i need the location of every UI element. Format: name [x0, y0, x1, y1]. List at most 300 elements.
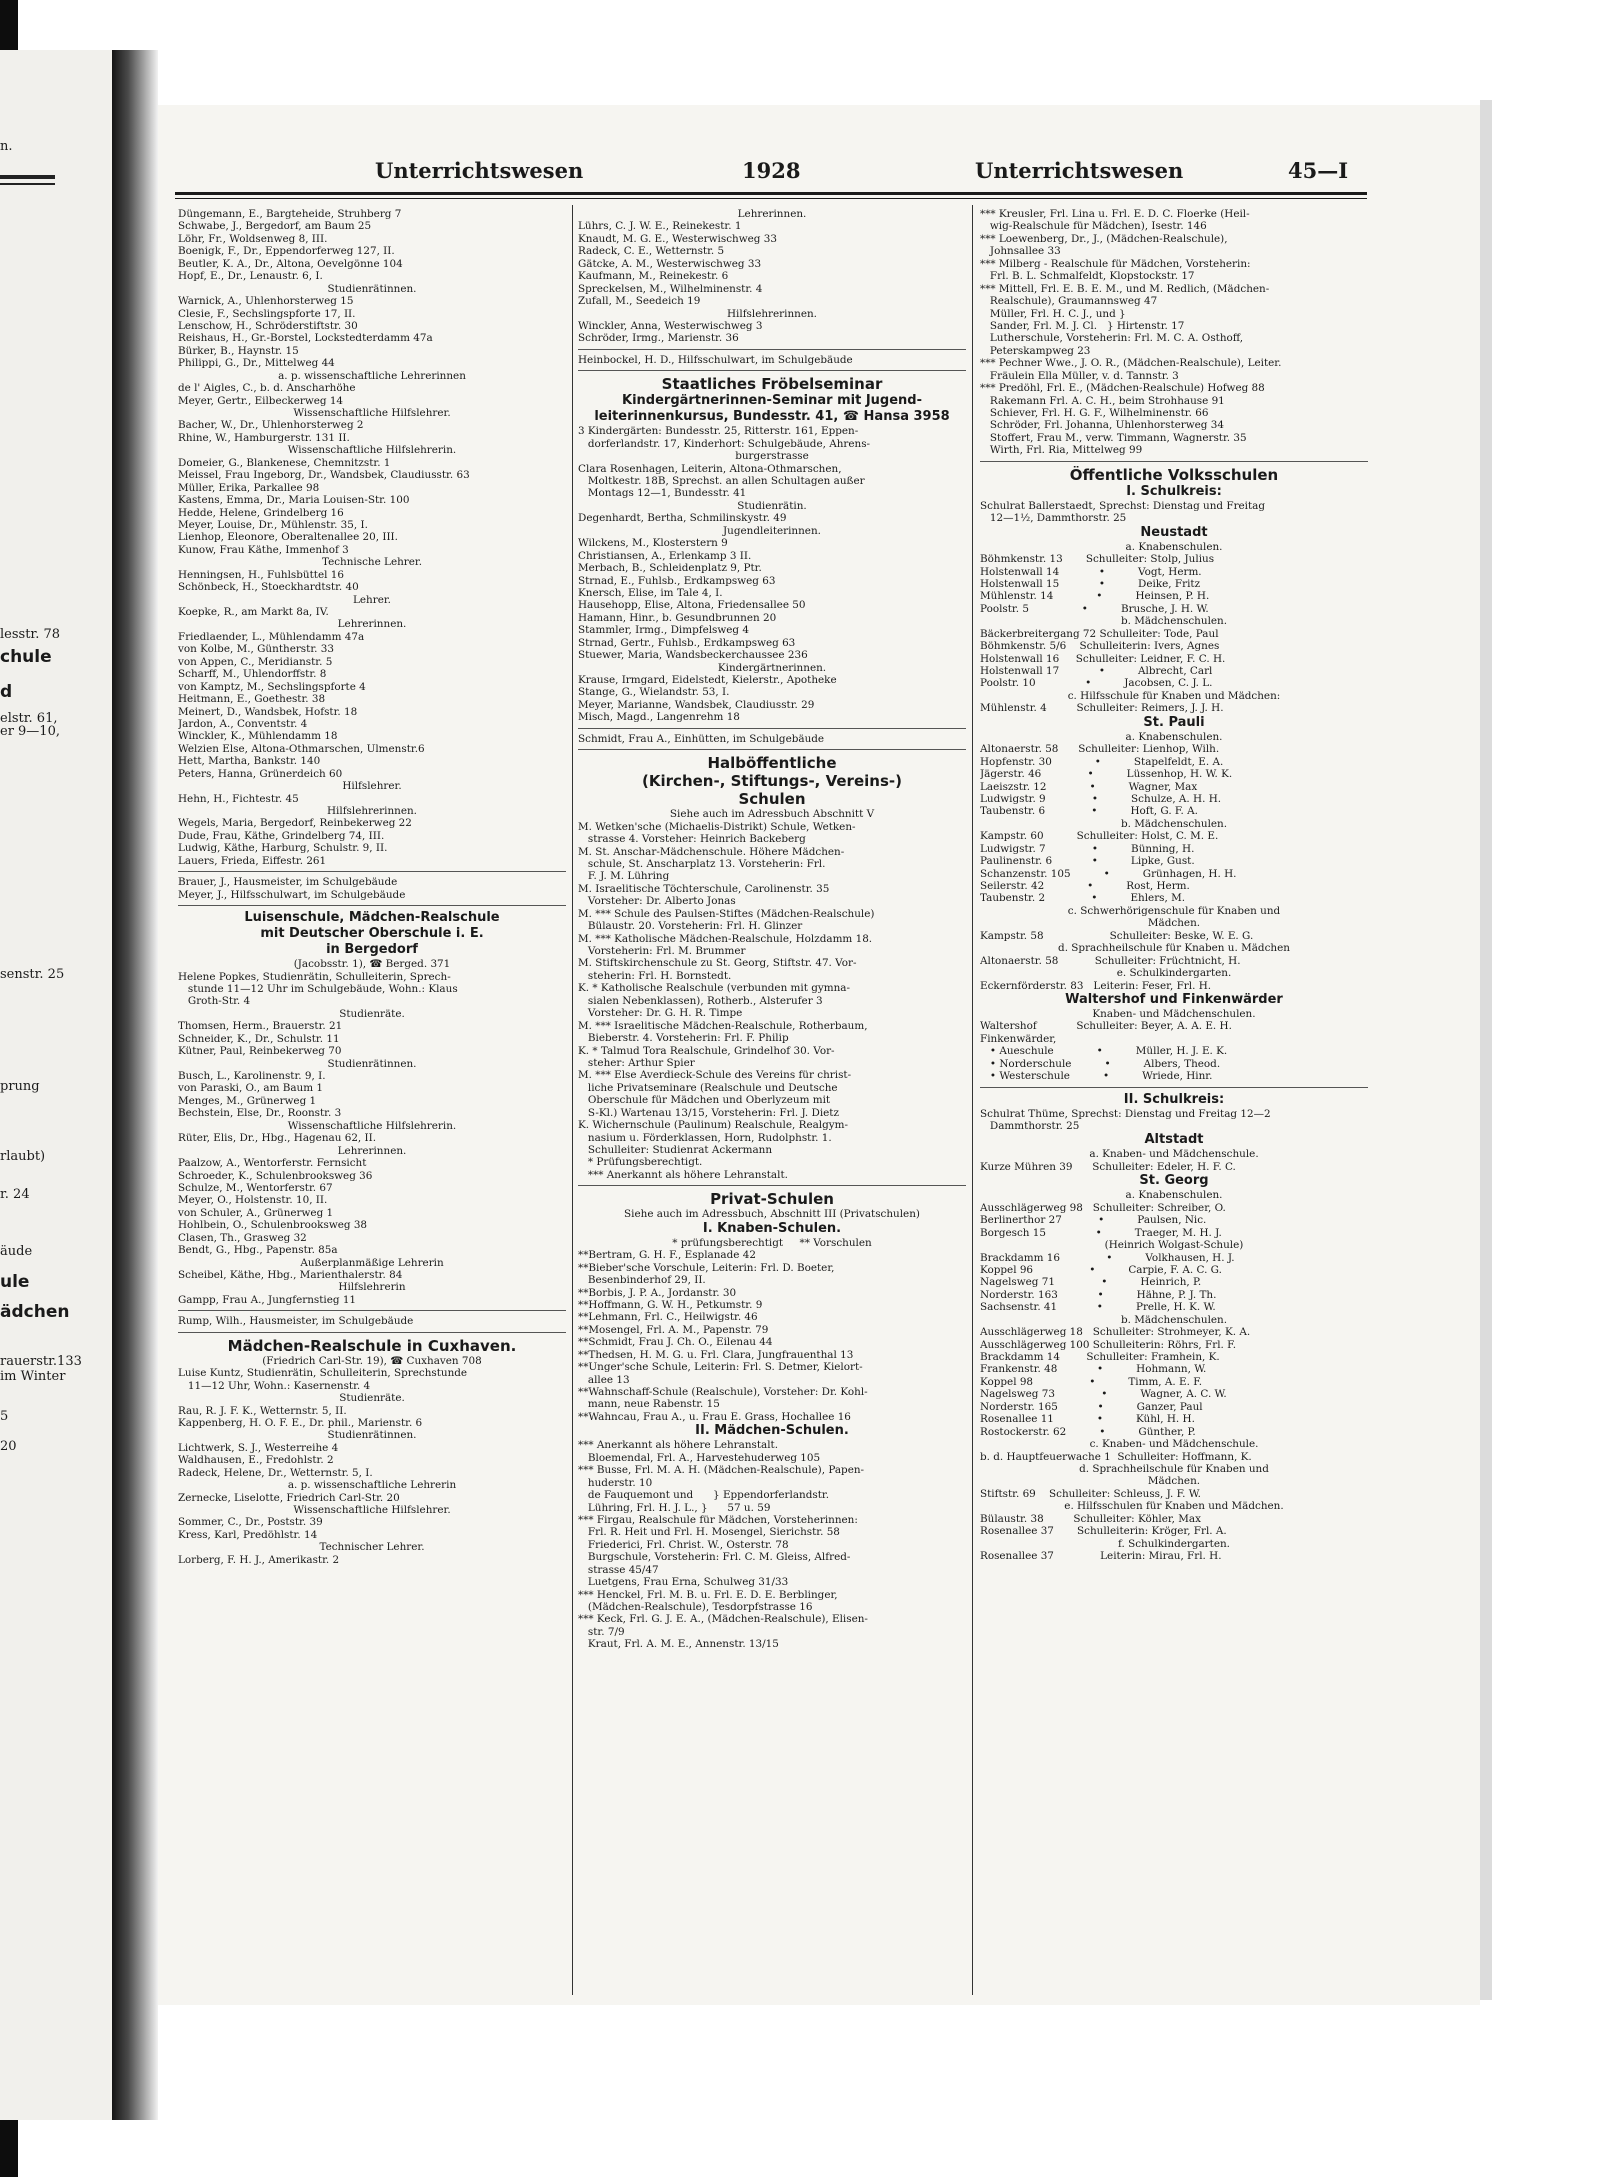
header-right-title: Unterrichtswesen — [975, 158, 1184, 183]
entry-line: Heitmann, E., Goethestr. 38 — [178, 693, 326, 706]
section-separator — [178, 871, 566, 872]
entry-line: **Schmidt, Frau J. Ch. O., Eilenau 44 — [578, 1336, 773, 1349]
entry-line: Frl. R. Heit und Frl. H. Mosengel, Sierichstr. 58 — [578, 1526, 840, 1539]
entry-line: Friedlaender, L., Mühlendamm 47a — [178, 630, 365, 643]
section-separator — [578, 1185, 966, 1186]
entry-line: Henningsen, H., Fuhlsbüttel 16 — [178, 568, 344, 581]
entry-line: Realschule), Graumannsweg 47 — [980, 295, 1158, 308]
entry-line: Paulinenstr. 6 • Lipke, Gust. — [980, 855, 1195, 868]
entry-line: Mühlenstr. 4 Schulleiter: Reimers, J. J. H. — [980, 702, 1224, 715]
entry-line: allee 13 — [578, 1373, 630, 1386]
subheading: (Friedrich Carl-Str. 19), ☎ Cuxhaven 708 — [262, 1354, 482, 1367]
subheading: Studienrätinnen. — [327, 1429, 417, 1442]
entry-line: Kastens, Emma, Dr., Maria Louisen-Str. 100 — [178, 494, 410, 507]
entry-line: Schiever, Frl. H. G. F., Wilhelminenstr. 66 — [980, 407, 1209, 419]
previous-page-fragment: n. — [0, 139, 13, 154]
entry-line: *** Keck, Frl. G. J. E. A., (Mädchen-Realschule), Elisen- — [578, 1613, 868, 1626]
entry-line: Luetgens, Frau Erna, Schulweg 31/33 — [578, 1576, 789, 1589]
subheading: Mädchen. — [1147, 1475, 1201, 1488]
subheading: a. Knabenschulen. — [1125, 730, 1223, 743]
entry-line: **Thedsen, H. M. G. u. Frl. Clara, Jungfrauenthal 13 — [578, 1348, 854, 1361]
entry-line: sialen Nebenklassen), Rotherb., Alsterufer 3 — [578, 994, 823, 1007]
subheading: a. Knaben- und Mädchenschule. — [1089, 1148, 1259, 1161]
header-left-title: Unterrichtswesen — [375, 158, 584, 183]
entry-line: Fräulein Ella Müller, v. d. Tannstr. 3 — [980, 369, 1179, 382]
subheading: Studienräte. — [339, 1007, 405, 1020]
entry-line: Clara Rosenhagen, Leiterin, Altona-Othmarschen, — [578, 462, 842, 475]
subheading: Studienräte. — [339, 1392, 405, 1405]
entry-line: Schroeder, K., Schulenbrooksweg 36 — [178, 1169, 373, 1182]
previous-page-rule — [0, 175, 55, 179]
entry-line: *** Milberg - Realschule für Mädchen, Vorsteherin: — [980, 257, 1251, 270]
subheading: a. p. wissenschaftliche Lehrerinnen — [278, 369, 466, 382]
entry-line: von Schuler, A., Grünerweg 1 — [178, 1206, 334, 1219]
previous-page-fragment: r. 24 — [0, 1187, 30, 1202]
entry-line: Bechstein, Else, Dr., Roonstr. 3 — [178, 1107, 342, 1120]
entry-line: str. 7/9 — [578, 1625, 625, 1638]
previous-page-fragment: senstr. 25 — [0, 967, 65, 982]
entry-line: Ludwig, Käthe, Harburg, Schulstr. 9, II. — [178, 842, 388, 855]
column-rule — [572, 205, 573, 1995]
entry-line: Schröder, Irmg., Marienstr. 36 — [578, 332, 739, 345]
subheading: Wissenschaftliche Hilfslehrerin. — [287, 444, 457, 457]
entry-line: Groth-Str. 4 — [178, 995, 251, 1008]
entry-line: Moltkestr. 18B, Sprechst. an allen Schultagen außer — [578, 475, 865, 487]
entry-line: Brackdamm 16 • Volkhausen, H. J. — [980, 1251, 1235, 1264]
subheading: (Jacobsstr. 1), ☎ Berged. 371 — [293, 958, 451, 971]
entry-line: Stiftstr. 69 Schulleiter: Schleuss, J. F. W. — [980, 1487, 1201, 1500]
entry-line: Böhmkenstr. 13 Schulleiter: Stolp, Julius — [980, 553, 1215, 566]
header-year: 1928 — [742, 158, 801, 183]
entry-line: Sachsenstr. 41 • Prelle, H. K. W. — [980, 1301, 1216, 1314]
entry-line: Wilckens, M., Klosterstern 9 — [578, 537, 728, 550]
entry-line: Helene Popkes, Studienrätin, Schulleiterin, Sprech- — [178, 970, 451, 983]
entry-line: Christiansen, A., Erlenkamp 3 II. — [578, 549, 752, 562]
entry-line: *** Predöhl, Frl. E., (Mädchen-Realschule) Hofweg 88 — [980, 382, 1265, 395]
entry-line: Radeck, Helene, Dr., Wetternstr. 5, I. — [178, 1466, 373, 1479]
entry-line: Hehn, H., Fichtestr. 45 — [178, 792, 299, 805]
subheading: a. Knabenschulen. — [1125, 1189, 1223, 1202]
entry-line: M. Wetken'sche (Michaelis-Distrikt) Schule, Wetken- — [578, 820, 856, 833]
section-heading: Luisenschule, Mädchen-Realschule — [244, 910, 500, 926]
entry-line: Reishaus, H., Gr.-Borstel, Lockstedterdamm 47a — [178, 332, 433, 345]
entry-line: Schröder, Frl. Johanna, Uhlenhorsterweg 34 — [980, 419, 1224, 432]
major-heading: Halböffentliche — [707, 754, 837, 773]
section-separator — [980, 1087, 1368, 1088]
entry-line: Kaufmann, M., Reinekestr. 6 — [578, 270, 729, 283]
entry-line: Rhine, W., Hamburgerstr. 131 II. — [178, 431, 350, 444]
entry-line: 11—12 Uhr, Wohn.: Kasernenstr. 4 — [178, 1379, 371, 1392]
previous-page-fragment: rauerstr.133 — [0, 1354, 82, 1369]
entry-line: steher: Arthur Spier — [578, 1056, 695, 1069]
entry-line: Hedde, Helene, Grindelberg 16 — [178, 506, 344, 519]
subheading: a. Knabenschulen. — [1125, 540, 1223, 553]
header-rule-thin — [175, 198, 1367, 199]
entry-line: Krause, Irmgard, Eidelstedt, Kielerstr., Apotheke — [578, 674, 837, 686]
section-separator — [578, 349, 966, 350]
entry-line: Domeier, G., Blankenese, Chemnitzstr. 1 — [178, 456, 391, 469]
entry-line: Kütner, Paul, Reinbekerweg 70 — [178, 1045, 342, 1058]
subheading: a. p. wissenschaftliche Lehrerin — [287, 1479, 457, 1492]
entry-line: Peterskampweg 23 — [980, 344, 1091, 357]
subheading: d. Sprachheilschule für Knaben und — [1079, 1462, 1269, 1475]
subheading: Kindergärtnerinnen. — [717, 661, 827, 674]
entry-line: Ludwigstr. 7 • Bünning, H. — [980, 842, 1195, 855]
entry-line: Seilerstr. 42 • Rost, Herm. — [980, 880, 1190, 892]
entry-line: Stuewer, Maria, Wandsbeckerchaussee 236 — [578, 649, 808, 662]
entry-line: Schanzenstr. 105 • Grünhagen, H. H. — [980, 867, 1237, 880]
entry-line: * Prüfungsberechtigt. — [578, 1156, 703, 1169]
entry-line: Johnsallee 33 — [980, 245, 1061, 258]
entry-line: Laeiszstr. 12 • Wagner, Max — [980, 780, 1198, 793]
previous-page-fragment: lesstr. 78 — [0, 627, 61, 642]
entry-line: Dude, Frau, Käthe, Grindelberg 74, III. — [178, 829, 385, 842]
entry-line: Scharff, M., Uhlendorffstr. 8 — [178, 668, 327, 681]
entry-line: Kurze Mühren 39 Schulleiter: Edeler, H. F. C. — [980, 1160, 1236, 1173]
entry-line: strasse 45/47 — [578, 1563, 659, 1576]
entry-line: Thomsen, Herm., Brauerstr. 21 — [178, 1020, 343, 1033]
entry-line: Taubenstr. 6 • Hoft, G. F. A. — [980, 805, 1198, 818]
subheading: c. Hilfsschule für Knaben und Mädchen: — [1067, 689, 1281, 702]
entry-line: Beutler, K. A., Dr., Altona, Oevelgönne 104 — [178, 257, 403, 270]
entry-line: Besenbinderhof 29, II. — [578, 1274, 706, 1287]
entry-line: Meyer, O., Holstenstr. 10, II. — [178, 1194, 328, 1207]
entry-line: de Fauquemont und } Eppendorferlandstr. — [578, 1489, 830, 1502]
section-heading: Altstadt — [1144, 1132, 1204, 1148]
subheading: e. Schulkindergarten. — [1116, 967, 1232, 980]
entry-line: Montags 12—1, Bundesstr. 41 — [578, 487, 747, 500]
subheading: Lehrerinnen. — [737, 208, 807, 220]
entry-line: de l' Aigles, C., b. d. Anscharhöhe — [178, 382, 356, 395]
section-separator — [178, 1332, 566, 1333]
entry-line: Koppel 96 • Carpie, F. A. C. G. — [980, 1263, 1222, 1276]
entry-line: Gätcke, A. M., Westerwischweg 33 — [578, 257, 762, 270]
section-separator — [578, 728, 966, 729]
entry-line: Degenhardt, Bertha, Schmilinskystr. 49 — [578, 512, 787, 525]
entry-line: **Lehmann, Frl. C., Heilwigstr. 46 — [578, 1311, 758, 1324]
entry-line: Rump, Wilh., Hausmeister, im Schulgebäude — [178, 1315, 414, 1328]
entry-line: *** Henckel, Frl. M. B. u. Frl. E. D. E. Berblinger, — [578, 1588, 838, 1601]
entry-line: Hett, Martha, Bankstr. 140 — [178, 755, 321, 768]
entry-line: Lührs, C. J. W. E., Reinekestr. 1 — [578, 220, 742, 233]
entry-line: Schwabe, J., Bergedorf, am Baum 25 — [178, 220, 372, 233]
entry-line: *** Anerkannt als höhere Lehranstalt. — [578, 1168, 788, 1181]
subheading: f. Schulkindergarten. — [1118, 1537, 1230, 1550]
entry-line: Altonaerstr. 58 Schulleiter: Lienhop, Wilh. — [980, 743, 1220, 756]
entry-line: Nagelsweg 73 • Wagner, A. C. W. — [980, 1388, 1227, 1401]
page-edge — [1480, 100, 1492, 2000]
previous-page-fragment: er 9—10, — [0, 724, 60, 739]
entry-line: Schulrat Thüme, Sprechst: Dienstag und Freitag 12—2 — [980, 1107, 1271, 1120]
major-heading: Öffentliche Volksschulen — [1069, 465, 1279, 484]
entry-line: *** Loewenberg, Dr., J., (Mädchen-Realschule), — [980, 232, 1228, 245]
entry-line: Heinbockel, H. D., Hilfsschulwart, im Schulgebäude — [578, 353, 853, 366]
column-2 — [578, 208, 966, 1651]
entry-line: **Unger'sche Schule, Leiterin: Frl. S. Detmer, Kielort- — [578, 1361, 863, 1374]
entry-line: Busch, L., Karolinenstr. 9, I. — [178, 1070, 326, 1082]
entry-line: dorferlandstr. 17, Kinderhort: Schulgebäude, Ahrens- — [578, 437, 871, 450]
subheading: * prüfungsberechtigt ** Vorschulen — [672, 1236, 872, 1249]
entry-line: Finkenwärder, — [980, 1032, 1057, 1045]
entry-line: Holstenwall 15 • Deike, Fritz — [980, 577, 1201, 590]
entry-line: M. Israelitische Töchterschule, Carolinenstr. 35 — [578, 882, 830, 895]
entry-line: Oberschule für Mädchen und Oberlyzeum mit — [578, 1094, 831, 1107]
entry-line: Bülaustr. 38 Schulleiter: Köhler, Max — [980, 1512, 1201, 1525]
entry-line: • Aueschule • Müller, H. J. E. K. — [980, 1045, 1228, 1058]
entry-line: Kraut, Frl. A. M. E., Annenstr. 13/15 — [578, 1638, 779, 1651]
entry-line: **Wahnschaff-Schule (Realschule), Vorsteher: Dr. Kohl- — [578, 1386, 868, 1398]
entry-line: Lenschow, H., Schröderstiftstr. 30 — [178, 319, 358, 332]
previous-page-fragment: 20 — [0, 1439, 17, 1454]
entry-line: Rosenallee 37 Leiterin: Mirau, Frl. H. — [980, 1550, 1222, 1562]
section-separator — [178, 905, 566, 906]
entry-line: *** Kreusler, Frl. Lina u. Frl. E. D. C. Floerke (Heil- — [980, 208, 1250, 220]
entry-line: Hohlbein, O., Schulenbrooksweg 38 — [178, 1219, 368, 1232]
entry-line: Meyer, J., Hilfsschulwart, im Schulgebäude — [178, 888, 406, 901]
entry-line: Warnick, A., Uhlenhorsterweg 15 — [178, 295, 354, 308]
entry-line: Vorsteher: Dr. G. H. R. Timpe — [578, 1007, 743, 1020]
entry-line: K. Wichernschule (Paulinum) Realschule, Realgym- — [578, 1119, 849, 1132]
entry-line: Müller, Erika, Parkallee 98 — [178, 481, 320, 494]
entry-line: Mühlenstr. 14 • Heinsen, P. H. — [980, 590, 1210, 603]
subheading: burgerstrasse — [735, 450, 809, 463]
entry-line: Borgesch 15 • Traeger, M. H. J. — [980, 1226, 1222, 1239]
entry-line: Hopfenstr. 30 • Stapelfeldt, E. A. — [980, 755, 1224, 768]
entry-line: Norderstr. 163 • Hähne, P. J. Th. — [980, 1288, 1217, 1301]
column-3 — [980, 208, 1368, 1562]
section-separator — [578, 749, 966, 750]
previous-page-fragment: äude — [0, 1244, 33, 1259]
entry-line: von Paraski, O., am Baum 1 — [178, 1082, 324, 1095]
entry-line: Brackdamm 14 Schulleiter: Framhein, K. — [980, 1351, 1220, 1363]
subheading: e. Hilfsschulen für Knaben und Mädchen. — [1064, 1500, 1284, 1513]
entry-line: M. *** Israelitische Mädchen-Realschule, Rotherbaum, — [578, 1019, 868, 1032]
entry-line: Schulleiter: Studienrat Ackermann — [578, 1144, 773, 1156]
entry-line: Rakemann Frl. A. C. H., beim Strohhause 91 — [980, 394, 1225, 407]
entry-line: Lühring, Frl. H. J. L., } 57 u. 59 — [578, 1501, 771, 1514]
subheading: Außerplanmäßige Lehrerin — [300, 1256, 444, 1269]
entry-line: Meyer, Louise, Dr., Mühlenstr. 35, I. — [178, 518, 368, 531]
section-heading: Waltershof und Finkenwärder — [1065, 991, 1283, 1007]
entry-line: Holstenwall 16 Schulleiter: Leidner, F. C. H. — [980, 652, 1226, 665]
entry-line: Kappenberg, H. O. F. E., Dr. phil., Marienstr. 6 — [178, 1416, 423, 1429]
entry-line: Jägerstr. 46 • Lüssenhop, H. W. K. — [980, 768, 1233, 781]
section-heading: I. Knaben-Schulen. — [702, 1220, 842, 1236]
entry-line: F. J. M. Lühring — [578, 870, 670, 883]
entry-line: Stammler, Irmg., Dimpfelsweg 4 — [578, 624, 749, 637]
major-heading: Schulen — [738, 790, 806, 809]
entry-line: Philippi, G., Dr., Mittelweg 44 — [178, 357, 335, 370]
previous-page-fragment: im Winter — [0, 1369, 66, 1384]
entry-line: Poolstr. 5 • Brusche, J. H. W. — [980, 602, 1209, 615]
entry-line: Radeck, C. E., Wetternstr. 5 — [578, 245, 725, 258]
entry-line: M. *** Else Averdieck-Schule des Vereins für christ- — [578, 1069, 852, 1082]
entry-line: Waldhausen, E., Fredohlstr. 2 — [178, 1454, 334, 1467]
subheading: c. Knaben- und Mädchenschule. — [1089, 1438, 1259, 1451]
entry-line: Kampstr. 60 Schulleiter: Holst, C. M. E. — [980, 830, 1219, 843]
entry-line: Kress, Karl, Predöhlstr. 14 — [178, 1528, 318, 1541]
entry-line: Koepke, R., am Markt 8a, IV. — [178, 606, 329, 618]
entry-line: Zernecke, Liselotte, Friedrich Carl-Str. 20 — [178, 1491, 400, 1504]
entry-line: Rosenallee 37 Schulleiterin: Kröger, Frl. A. — [980, 1525, 1227, 1538]
entry-line: Bülaustr. 20. Vorsteherin: Frl. H. Glinzer — [578, 920, 803, 933]
entry-line: Wegels, Maria, Bergedorf, Reinbekerweg 22 — [178, 817, 412, 830]
subheading: c. Schwerhörigenschule für Knaben und — [1067, 904, 1281, 917]
entry-line: Böhmkenstr. 5/6 Schulleiterin: Ivers, Agnes — [980, 640, 1220, 653]
entry-line: Bendt, G., Hbg., Papenstr. 85a — [178, 1244, 338, 1257]
entry-line: Nagelsweg 71 • Heinrich, P. — [980, 1276, 1202, 1289]
subheading: Siehe auch im Adressbuch, Abschnitt III (Privatschulen) — [624, 1208, 920, 1221]
entry-line: M. St. Anschar-Mädchenschule. Höhere Mädchen- — [578, 845, 845, 858]
entry-line: Vorsteherin: Frl. M. Brummer — [578, 945, 746, 957]
entry-line: 12—1½, Dammthorstr. 25 — [980, 512, 1127, 525]
entry-line: strasse 4. Vorsteher: Heinrich Backeberg — [578, 833, 806, 846]
entry-line: M. *** Katholische Mädchen-Realschule, Holzdamm 18. — [578, 932, 873, 945]
entry-line: Lutherschule, Vorsteherin: Frl. M. C. A. Osthoff, — [980, 332, 1244, 345]
subheading: Siehe auch im Adressbuch Abschnitt V — [669, 808, 875, 821]
entry-line: Bloemendal, Frl. A., Harvestehuderweg 105 — [578, 1451, 821, 1464]
entry-line: Bieberstr. 4. Vorsteherin: Frl. F. Philip — [578, 1032, 789, 1045]
entry-line: Luise Kuntz, Studienrätin, Schulleiterin, Sprechstunde — [178, 1367, 468, 1380]
entry-line: Meyer, Marianne, Wandsbek, Claudiusstr. 29 — [578, 698, 815, 711]
entry-line: **Borbis, J. P. A., Jordanstr. 30 — [578, 1286, 737, 1299]
entry-line: Strnad, Gertr., Fuhlsb., Erdkampsweg 63 — [578, 636, 796, 649]
subheading: (Heinrich Wolgast-Schule) — [1104, 1239, 1244, 1252]
entry-line: Ausschlägerweg 98 Schulleiter: Schreiber, O. — [980, 1201, 1226, 1214]
entry-line: **Hoffmann, G. W. H., Petkumstr. 9 — [578, 1298, 763, 1311]
entry-line: Burgschule, Vorsteherin: Frl. C. M. Gleiss, Alfred- — [578, 1551, 851, 1564]
entry-line: *** Mittell, Frl. E. B. E. M., und M. Redlich, (Mädchen- — [980, 282, 1270, 295]
entry-line: Meyer, Gertr., Eilbeckerweg 14 — [178, 394, 344, 407]
entry-line: Meinert, D., Wandsbek, Hofstr. 18 — [178, 705, 358, 718]
entry-line: Winckler, K., Mühlendamm 18 — [178, 730, 338, 743]
subheading: Wissenschaftliche Hilfslehrerin. — [287, 1119, 457, 1132]
entry-line: huderstr. 10 — [578, 1476, 653, 1489]
section-separator — [578, 370, 966, 371]
entry-line: Ausschlägerweg 18 Schulleiter: Strohmeyer, K. A. — [980, 1326, 1251, 1339]
entry-line: • Norderschule • Albers, Theod. — [980, 1057, 1221, 1070]
column-rule — [972, 205, 973, 1995]
entry-line: Berlinerthor 27 • Paulsen, Nic. — [980, 1214, 1207, 1227]
subheading: Studienrätinnen. — [327, 282, 417, 295]
subheading: Mädchen. — [1147, 917, 1201, 930]
entry-line: Sommer, C., Dr., Poststr. 39 — [178, 1516, 323, 1529]
entry-line: K. * Katholische Realschule (verbunden mit gymna- — [578, 982, 850, 995]
entry-line: Vorsteher: Dr. Alberto Jonas — [578, 895, 736, 908]
subheading: Jugendleiterinnen. — [723, 524, 821, 537]
subheading: Lehrer. — [353, 593, 391, 606]
section-heading: II. Mädchen-Schulen. — [695, 1423, 849, 1439]
entry-line: steherin: Frl. H. Bornstedt. — [578, 969, 732, 982]
subheading: b. Mädchenschulen. — [1120, 615, 1228, 628]
section-heading: St. Pauli — [1143, 714, 1205, 730]
entry-line: Scheibel, Käthe, Hbg., Marienthalerstr. 84 — [178, 1269, 403, 1281]
entry-line: Paalzow, A., Wentorferstr. Fernsicht — [178, 1157, 367, 1170]
entry-line: Schneider, K., Dr., Schulstr. 11 — [178, 1032, 340, 1045]
entry-line: Löhr, Fr., Woldsenweg 8, III. — [178, 232, 328, 245]
entry-line: liche Privatseminare (Realschule und Deutsche — [578, 1081, 838, 1094]
entry-line: Rau, R. J. F. K., Wetternstr. 5, II. — [178, 1404, 347, 1417]
subheading: Lehrerinnen. — [337, 618, 407, 631]
book-gutter — [112, 50, 158, 2120]
entry-line: Dammthorstr. 25 — [980, 1120, 1080, 1132]
section-heading: St. Georg — [1139, 1173, 1209, 1189]
previous-page-fragment: ule — [0, 1272, 30, 1292]
entry-line: Misch, Magd., Langenrehm 18 — [578, 711, 740, 724]
entry-line: Taubenstr. 2 • Ehlers, M. — [980, 892, 1186, 905]
entry-line: Boenigk, F., Dr., Eppendorferweg 127, II. — [178, 245, 395, 258]
entry-line: Welzien Else, Altona-Othmarschen, Ulmenstr.6 — [178, 742, 425, 755]
entry-line: M. *** Schule des Paulsen-Stiftes (Mädchen-Realschule) — [578, 907, 875, 920]
subheading: Wissenschaftliche Hilfslehrer. — [293, 1504, 451, 1516]
entry-line: Kunow, Frau Käthe, Immenhof 3 — [178, 543, 349, 556]
entry-line: Hausehopp, Elise, Altona, Friedensallee 50 — [578, 599, 806, 612]
major-heading: Mädchen-Realschule in Cuxhaven. — [227, 1336, 517, 1355]
entry-line: Holstenwall 14 • Vogt, Herm. — [980, 565, 1202, 578]
entry-line: Wirth, Frl. Ria, Mittelweg 99 — [980, 444, 1143, 457]
entry-line: Bäckerbreitergang 72 Schulleiter: Tode, Paul — [980, 627, 1219, 640]
entry-line: Clesie, F., Sechslingspforte 17, II. — [178, 307, 356, 320]
subheading: b. Mädchenschulen. — [1120, 817, 1228, 830]
entry-line: Frl. B. L. Schmalfeldt, Klopstockstr. 17 — [980, 270, 1195, 283]
entry-line: Stange, G., Wielandstr. 53, I. — [578, 686, 730, 699]
section-heading: mit Deutscher Oberschule i. E. — [260, 926, 484, 942]
previous-page-fragment: d — [0, 682, 13, 702]
entry-line: wig-Realschule für Mädchen), Isestr. 146 — [980, 220, 1207, 233]
subheading: Studienrätin. — [737, 499, 807, 512]
entry-line: (Mädchen-Realschule), Tesdorpfstrasse 16 — [578, 1601, 813, 1613]
entry-line: Holstenwall 17 • Albrecht, Carl — [980, 665, 1213, 677]
entry-line: von Kolbe, M., Güntherstr. 33 — [178, 643, 334, 656]
entry-line: Bacher, W., Dr., Uhlenhorsterweg 2 — [178, 419, 364, 432]
entry-line: schule, St. Anscharplatz 13. Vorsteherin: Frl. — [578, 857, 826, 870]
section-heading: in Bergedorf — [326, 942, 418, 958]
entry-line: Frankenstr. 48 • Hohmann, W. — [980, 1363, 1207, 1376]
entry-line: Strnad, E., Fuhlsb., Erdkampsweg 63 — [578, 574, 776, 587]
major-heading: Staatliches Fröbelseminar — [661, 375, 883, 394]
subheading: Knaben- und Mädchenschulen. — [1092, 1007, 1256, 1020]
entry-line: Schmidt, Frau A., Einhütten, im Schulgebäude — [578, 732, 825, 745]
entry-line: 3 Kindergärten: Bundesstr. 25, Ritterstr. 161, Eppen- — [578, 425, 859, 438]
section-heading: leiterinnenkursus, Bundesstr. 41, ☎ Hansa 3958 — [594, 409, 950, 425]
entry-line: Schönbeck, H., Stoeckhardtstr. 40 — [178, 581, 359, 594]
entry-line: Bürker, B., Haynstr. 15 — [178, 344, 299, 357]
section-heading: Neustadt — [1140, 524, 1208, 540]
subheading: d. Sprachheilschule für Knaben u. Mädchen — [1058, 942, 1290, 955]
entry-line: b. d. Hauptfeuerwache 1 Schulleiter: Hoffmann, K. — [980, 1450, 1252, 1463]
column-1 — [178, 208, 566, 1566]
entry-line: S-Kl.) Wartenau 13/15, Vorsteherin: Frl. J. Dietz — [578, 1106, 839, 1119]
subheading: Technischer Lehrer. — [319, 1541, 425, 1554]
subheading: Studienrätinnen. — [327, 1057, 417, 1070]
entry-line: Ausschlägerweg 100 Schulleiterin: Röhrs, Frl. F. — [980, 1338, 1237, 1351]
entry-line: Zufall, M., Seedeich 19 — [578, 295, 701, 308]
entry-line: Poolstr. 10 • Jacobsen, C. J. L. — [980, 677, 1213, 690]
entry-line: Merbach, B., Schleidenplatz 9, Ptr. — [578, 562, 762, 575]
entry-line: *** Firgau, Realschule für Mädchen, Vorsteherinnen: — [578, 1513, 858, 1526]
entry-line: Jardon, A., Conventstr. 4 — [178, 717, 308, 730]
entry-line: Ludwigstr. 9 • Schulze, A. H. H. — [980, 792, 1222, 805]
entry-line: nasium u. Förderklassen, Horn, Rudolphstr. 1. — [578, 1131, 832, 1144]
subheading: Hilfslehrerinnen. — [727, 307, 817, 320]
entry-line: Lichtwerk, S. J., Westerreihe 4 — [178, 1441, 339, 1454]
previous-page-fragment: ädchen — [0, 1302, 70, 1322]
subheading: Hilfslehrer. — [342, 780, 402, 793]
entry-line: Lauers, Frieda, Eiffestr. 261 — [178, 854, 327, 867]
entry-line: Rostockerstr. 62 • Günther, P. — [980, 1425, 1196, 1438]
entry-line: Meissel, Frau Ingeborg, Dr., Wandsbek, Claudiusstr. 63 — [178, 469, 470, 482]
entry-line: Eckernförderstr. 83 Leiterin: Feser, Frl. H. — [980, 979, 1212, 992]
